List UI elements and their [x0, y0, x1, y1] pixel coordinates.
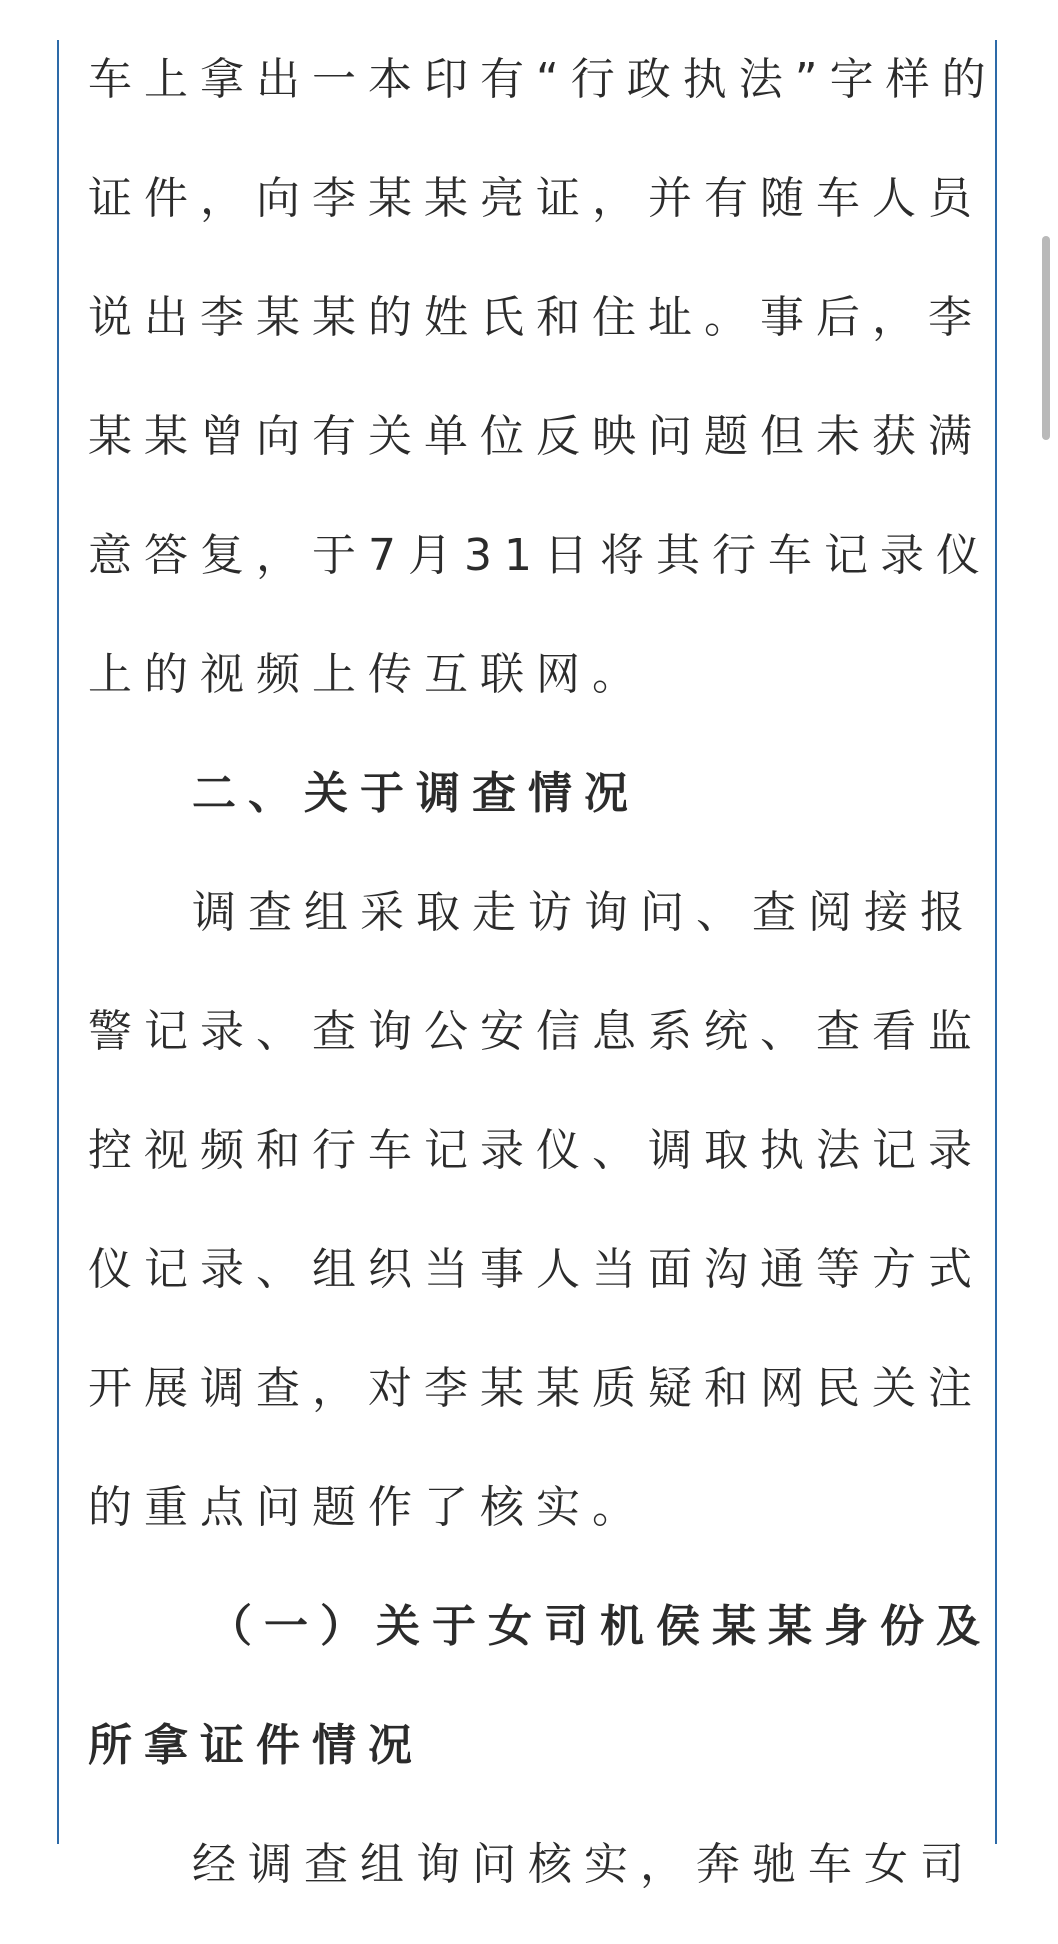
paragraph-line: 仪记录、组织当事人当面沟通等方式: [88, 1244, 984, 1295]
paragraph-line: 经调查组询问核实，奔驰车女司: [192, 1839, 976, 1890]
paragraph-line: 某某曾向有关单位反映问题但未获满: [88, 411, 984, 462]
vertical-scrollbar[interactable]: [1042, 236, 1050, 440]
paragraph-line: 意答复，于7月31日将其行车记录仪: [88, 530, 992, 581]
paragraph-line: 说出李某某的姓氏和住址。事后，李: [88, 292, 984, 343]
paragraph-line: 的重点问题作了核实。: [88, 1482, 648, 1533]
subsection-heading-continued: 所拿证件情况: [88, 1720, 424, 1771]
article-body: [88, 40, 998, 1944]
paragraph-line: 调查组采取走访询问、查阅接报: [192, 887, 976, 938]
paragraph-line: 开展调查，对李某某质疑和网民关注: [88, 1363, 984, 1414]
subsection-heading: （一）关于女司机侯某某身份及: [208, 1601, 992, 1652]
paragraph-line: 上的视频上传互联网。: [88, 649, 648, 700]
paragraph-line: 车上拿出一本印有“行政执法”字样的: [88, 54, 998, 105]
paragraph-line: 警记录、查询公安信息系统、查看监: [88, 1006, 984, 1057]
paragraph-line: 证件，向李某某亮证，并有随车人员: [88, 173, 984, 224]
section-heading: 二、关于调查情况: [192, 768, 640, 819]
paragraph-line: 控视频和行车记录仪、调取执法记录: [88, 1125, 984, 1176]
